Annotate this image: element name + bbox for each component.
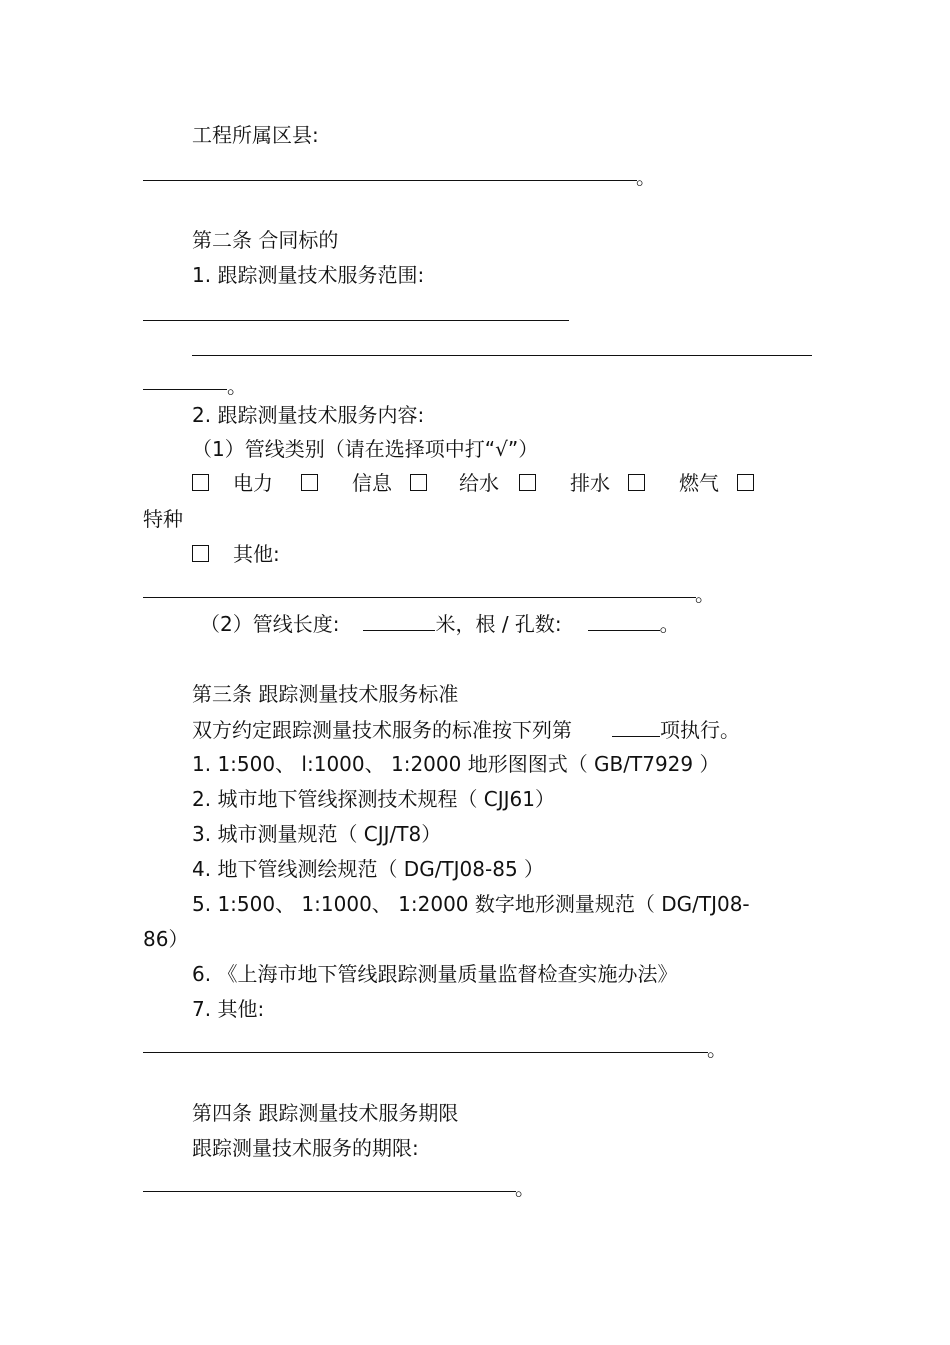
period-blank[interactable] [143,1191,516,1192]
scope-label: 1. 跟踪测量技术服务范围: [192,263,425,287]
scope-blank-3[interactable] [143,389,227,390]
scope-blank-2[interactable] [192,355,812,356]
option-drainage: 排水 [570,471,610,495]
standard-item: 5. 1:500、 1:1000、 1:2000 数字地形测量规范（ DG/TJ08- [192,892,750,916]
period-mark: 。 [695,582,715,606]
period-mark: 。 [515,1176,535,1200]
meter-label: 米，根 / 孔数: [435,612,562,636]
other-option-row [192,541,280,567]
standard-other-blank[interactable] [143,1052,708,1053]
scope-blank-1[interactable] [143,320,569,321]
article-3-heading: 第三条 跟踪测量技术服务标准 [192,682,459,706]
standard-item: 6. 《上海市地下管线跟踪测量质量监督检查实施办法》 [192,962,678,986]
option-gas: 燃气 [679,471,719,495]
standard-item: 4. 地下管线测绘规范（ DG/TJ08-85 ） [192,857,545,881]
period-mark: 。 [227,374,247,398]
standard-item-continuation: 86） [143,927,189,951]
count-blank[interactable] [588,610,660,631]
pipe-type-options [192,470,754,496]
standard-item: 7. 其他: [192,997,265,1021]
standard-item: 1. 1:500、 l:1000、 1:2000 地形图图式（ GB/T7929 ） [192,752,720,776]
standard-intro-suffix: 项执行。 [660,718,740,742]
period-mark: 。 [659,612,680,636]
special-checkbox[interactable] [737,474,754,491]
pipe-type-label: （1）管线类别（请在选择项中打“√”） [192,437,539,461]
period-mark: 。 [707,1037,727,1061]
option-water-supply: 给水 [459,471,499,495]
telecom-checkbox[interactable] [301,474,318,491]
article-4-heading: 第四条 跟踪测量技术服务期限 [192,1101,459,1125]
other-blank[interactable] [143,597,696,598]
other-label: 其他: [233,542,280,566]
standard-item: 3. 城市测量规范（ CJJ/T8） [192,822,442,846]
option-telecom: 信息 [352,471,392,495]
county-blank[interactable] [143,180,637,181]
standard-choice-blank[interactable] [612,716,660,737]
length-blank[interactable] [363,610,435,631]
length-row [200,610,680,637]
other-checkbox[interactable] [192,545,209,562]
standard-intro: 双方约定跟踪测量技术服务的标准按下列第 [192,718,572,742]
option-special: 特种 [143,507,183,531]
content-label: 2. 跟踪测量技术服务内容: [192,403,425,427]
gas-checkbox[interactable] [628,474,645,491]
standard-intro-row [192,716,740,743]
article-2-heading: 第二条 合同标的 [192,228,339,252]
water-supply-checkbox[interactable] [410,474,427,491]
option-power: 电力 [233,471,273,495]
period-mark: 。 [636,165,656,189]
power-checkbox[interactable] [192,474,209,491]
period-label: 跟踪测量技术服务的期限: [192,1136,419,1160]
length-label: （2）管线长度: [200,612,340,636]
drainage-checkbox[interactable] [519,474,536,491]
county-label: 工程所属区县: [192,123,319,147]
standard-item: 2. 城市地下管线探测技术规程（ CJJ61） [192,787,556,811]
